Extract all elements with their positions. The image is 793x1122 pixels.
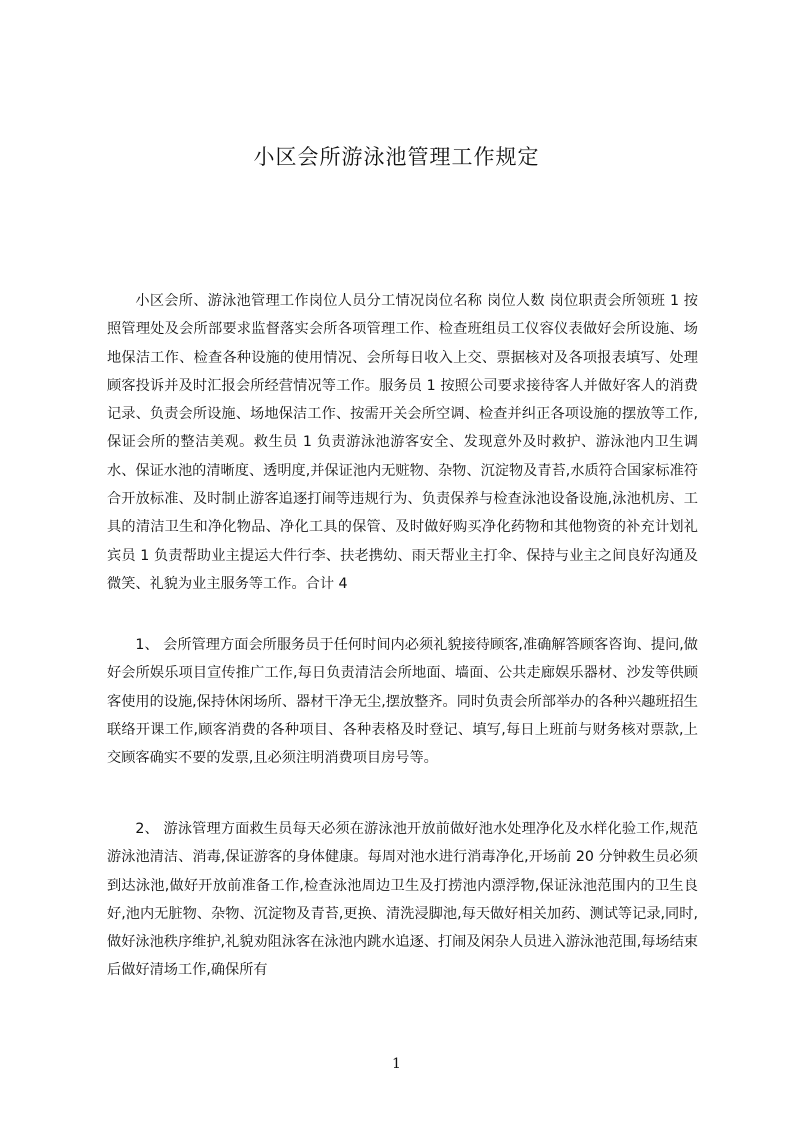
paragraph-staff-duties: 小区会所、游泳池管理工作岗位人员分工情况岗位名称 岗位人数 岗位职责会所领班 1 按照管理处及会所部要求监督落实会所各项管理工作、检查班组员工仪容仪表做好会所设施、场地保洁工作、检查各种设施的使用情况、会所每日收入上交、票据核对及各项报表填写、处理顾客投诉并及时汇报会所经营情况等工作。服务员 1 按照公司要求接待客人并做好客人的消费记录、负责会所设施、场地保洁工作、按需开关会所空调、检查并纠正各项设施的摆放等工作,保证会所的整洁美观。救生员 1 负责游泳池游客安全、发现意外及时救护、游泳池内卫生调水、保证水池的清晰度、透明度,并保证池内无赃物、杂物、沉淀物及青苔,水质符合国家标准符合开放标准、及时制止游客追逐打闹等违规行为、负责保养与检查泳池设备设施,泳池机房、工具的清洁卫生和净化物品、净化工具的保管、及时做好购买净化药物和其他物资的补充计划礼宾员 1 负责帮助业主提运大件行李、扶老携幼、雨天帮业主打伞、保持与业主之间良好沟通及微笑、礼貌为业主服务等工作。合计 4 [107, 293, 698, 592]
paragraph-clubhouse-management: 1、 会所管理方面会所服务员于任何时间内必须礼貌接待顾客,准确解答顾客咨询、提问,做好会所娱乐项目宣传推广工作,每日负责清洁会所地面、墙面、公共走廊娱乐器材、沙发等供顾客使用的设施,保持休闲场所、器材干净无尘,摆放整齐。同时负责会所部举办的各种兴趣班招生联络开课工作,顾客消费的各种项目、各种表格及时登记、填写,每日上班前与财务核对票款,上交顾客确实不要的发票,且必须注明消费项目房号等。 [107, 637, 698, 767]
page-number: 1 [392, 1056, 401, 1072]
page-title: 小区会所游泳池管理工作规定 [253, 145, 540, 169]
paragraph-pool-management: 2、 游泳管理方面救生员每天必须在游泳池开放前做好池水处理净化及水样化验工作,规范游泳池清洁、消毒,保证游客的身体健康。每周对池水进行消毒净化,开场前 20 分钟救生员必须到达泳池,做好开放前准备工作,检查泳池周边卫生及打捞池内漂浮物,保证泳池范围内的卫生良好,池内无脏物、杂物、沉淀物及青苔,更换、清洗浸脚池,每天做好相关加药、测试等记录,同时,做好泳池秩序维护,礼貌劝阻泳客在泳池内跳水追逐、打闹及闲杂人员进入游泳池范围,每场结束后做好清场工作,确保所有 [107, 821, 698, 979]
